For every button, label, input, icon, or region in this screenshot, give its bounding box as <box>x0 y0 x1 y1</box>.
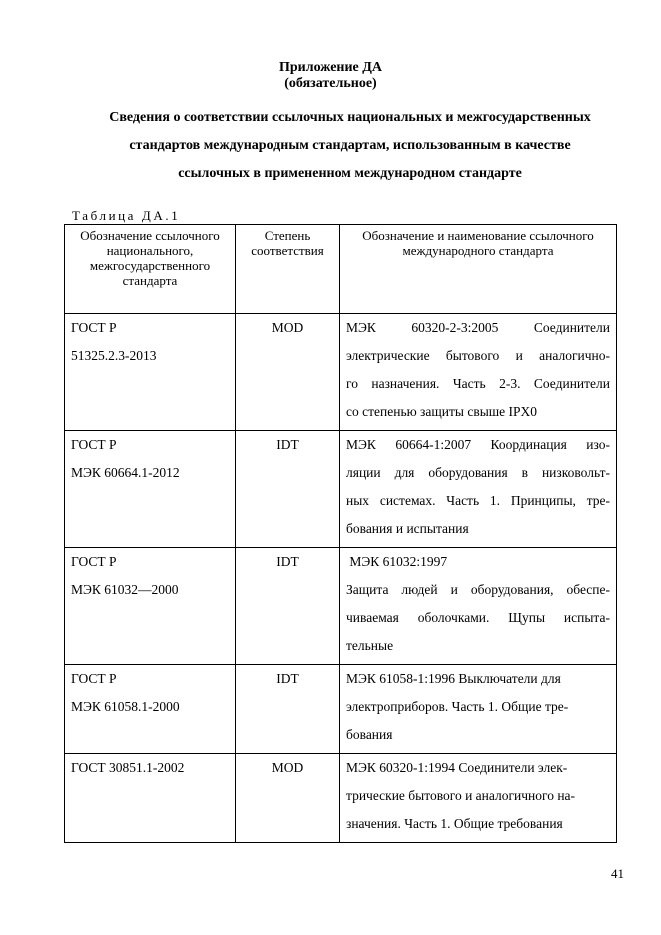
national-standard-line: ГОСТ Р <box>71 320 117 335</box>
description-line: бования <box>346 727 393 742</box>
description-line: значения. Часть 1. Общие требования <box>346 816 563 831</box>
description-line: ных системах. Часть 1. Принципы, тре- <box>346 493 610 508</box>
header-degree: Степень соответствия <box>236 225 340 314</box>
national-standard-line: ГОСТ 30851.1-2002 <box>71 760 185 775</box>
degree-cell: IDT <box>236 548 340 665</box>
table-header-row <box>65 225 617 314</box>
description-line: Защита людей и оборудования, обеспе- <box>346 582 610 597</box>
description-line: МЭК 61058-1:1996 Выключатели для <box>346 671 561 686</box>
description-line: го назначения. Часть 2-3. Соединители <box>346 376 610 391</box>
national-standard-line: ГОСТ Р <box>71 437 117 452</box>
international-standard-cell <box>340 665 617 754</box>
national-standard-line: 51325.2.3-2013 <box>71 348 157 363</box>
international-standard-cell <box>340 754 617 843</box>
description-line: трические бытового и аналогичного на- <box>346 788 576 803</box>
national-standard-cell <box>65 754 236 843</box>
table-label: Таблица ДА.1 <box>72 208 181 223</box>
table-row <box>65 754 617 843</box>
degree-cell: MOD <box>236 314 340 431</box>
national-standard-line: МЭК 61058.1-2000 <box>71 699 180 714</box>
table-row <box>65 314 617 431</box>
description-line: ляции для оборудования в низковольт- <box>346 465 610 480</box>
table-row <box>65 548 617 665</box>
description-line: бования и испытания <box>346 521 469 536</box>
description-line: чиваемая оболочками. Щупы испыта- <box>346 610 610 625</box>
degree-cell: MOD <box>236 754 340 843</box>
appendix-subtitle <box>70 104 630 188</box>
description-line: со степенью защиты свыше IPX0 <box>346 404 538 419</box>
header-international-standard: Обозначение и наименование ссылочного международного стандарта <box>340 225 617 314</box>
header-national-standard: Обозначение ссылочного национального, межгосударственного стандарта <box>65 225 236 314</box>
page-number: 41 <box>611 866 624 881</box>
description-line: тельные <box>346 638 394 653</box>
national-standard-line: ГОСТ Р <box>71 671 117 686</box>
appendix-title: Приложение ДА <box>278 60 383 75</box>
degree-cell: IDT <box>236 431 340 548</box>
degree-cell: IDT <box>236 665 340 754</box>
table-row <box>65 665 617 754</box>
description-line: электроприборов. Часть 1. Общие тре- <box>346 699 569 714</box>
subtitle-line: Сведения о соответствии ссылочных национальных и межгосударственных <box>109 110 591 125</box>
national-standard-cell <box>65 548 236 665</box>
subtitle-line: стандартов международным стандартам, использованным в качестве <box>129 138 571 153</box>
description-line: МЭК 61032:1997 <box>346 554 448 569</box>
national-standard-line: МЭК 60664.1-2012 <box>71 465 180 480</box>
national-standard-cell <box>65 314 236 431</box>
description-line: электрические бытового и аналогично- <box>346 348 610 363</box>
national-standard-line: МЭК 61032—2000 <box>71 582 179 597</box>
national-standard-cell <box>65 431 236 548</box>
description-line: МЭК 60320-2-3:2005 Соединители <box>346 320 610 335</box>
international-standard-cell <box>340 431 617 548</box>
appendix-status: (обязательное) <box>284 76 377 91</box>
international-standard-cell <box>340 314 617 431</box>
national-standard-line: ГОСТ Р <box>71 554 117 569</box>
subtitle-line: ссылочных в примененном международном стандарте <box>178 166 522 181</box>
description-line: МЭК 60320-1:1994 Соединители элек- <box>346 760 568 775</box>
table-row <box>65 431 617 548</box>
national-standard-cell <box>65 665 236 754</box>
international-standard-cell <box>340 548 617 665</box>
description-line: МЭК 60664-1:2007 Координация изо- <box>346 437 610 452</box>
correspondence-table <box>64 224 617 843</box>
